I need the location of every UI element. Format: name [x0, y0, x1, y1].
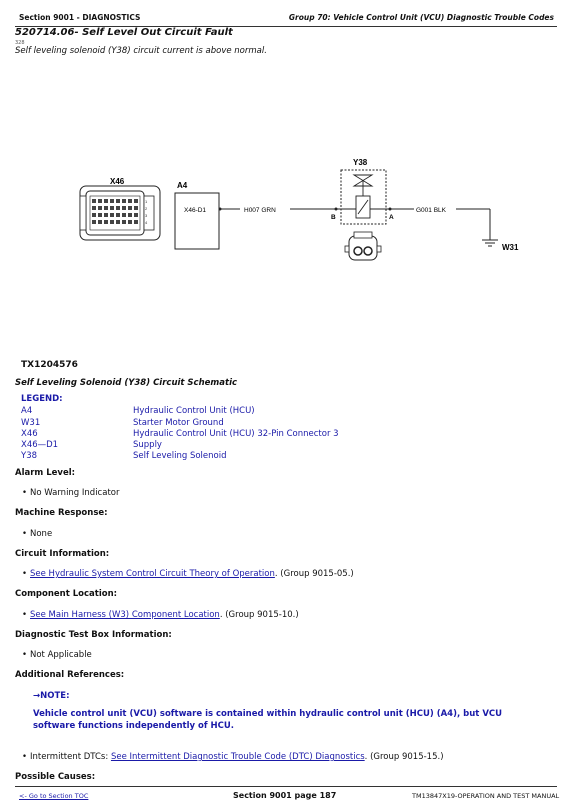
- wire-g001-label: G001 BLK: [416, 207, 446, 214]
- intermittent-prefix: Intermittent DTCs:: [30, 752, 111, 762]
- possible-causes-heading: Possible Causes:: [15, 772, 96, 782]
- legend-desc: Hydraulic Control Unit (HCU) 32-Pin Connector 3: [133, 429, 339, 439]
- intermittent-item: [30, 752, 444, 762]
- figure-caption: Self Leveling Solenoid (Y38) Circuit Schematic: [15, 378, 238, 388]
- dtc-title: 520714.06- Self Level Out Circuit Fault: [15, 27, 233, 38]
- component-location-ref: . (Group 9015-10.): [219, 610, 299, 620]
- test-box-heading: Diagnostic Test Box Information:: [15, 630, 172, 640]
- pin-label: 2: [145, 206, 148, 211]
- machine-response-heading: Machine Response:: [15, 508, 108, 518]
- dtc-code: 328: [15, 40, 25, 46]
- a4-label: A4: [177, 181, 188, 190]
- x46-d1-label: X46-D1: [184, 207, 207, 214]
- a4-module: [175, 193, 219, 249]
- note-heading: →NOTE:: [33, 691, 70, 701]
- legend-row: [21, 418, 224, 428]
- wire-h007-label: H007 GRN: [244, 207, 276, 214]
- figure-id: TX1204576: [21, 360, 78, 370]
- header-section: Section 9001 - DIAGNOSTICS: [19, 13, 141, 22]
- component-location-item: [30, 610, 299, 620]
- circuit-info-item: [30, 569, 354, 579]
- ground-icon: [482, 240, 498, 246]
- legend-row: [21, 451, 227, 461]
- page-number: Section 9001 page 187: [233, 791, 337, 800]
- circuit-info-heading: Circuit Information:: [15, 549, 110, 559]
- y38-connector-icon: [345, 232, 381, 260]
- circuit-schematic: [0, 0, 569, 340]
- legend-heading: LEGEND:: [21, 394, 63, 404]
- pin-label: 3: [145, 213, 148, 218]
- w31-label: W31: [502, 243, 519, 252]
- x46-connector-icon: [80, 186, 160, 240]
- alarm-level-item: • No Warning Indicator: [30, 488, 119, 498]
- legend-desc: Starter Motor Ground: [133, 418, 224, 428]
- component-location-link[interactable]: See Main Harness (W3) Component Location: [30, 610, 220, 620]
- legend-desc: Self Leveling Solenoid: [133, 451, 227, 461]
- legend-code: A4: [21, 406, 33, 416]
- additional-references-heading: Additional References:: [15, 670, 125, 680]
- machine-response-item: • None: [30, 529, 52, 539]
- legend-code: Y38: [21, 451, 38, 461]
- test-box-item: • Not Applicable: [30, 650, 92, 660]
- legend-desc: Hydraulic Control Unit (HCU): [133, 406, 255, 416]
- note-body: Vehicle control unit (VCU) software is contained within hydraulic control unit (HCU) (A4), but VCU software functions independently of HCU.: [33, 709, 503, 731]
- circuit-theory-link[interactable]: See Hydraulic System Control Circuit Theory of Operation: [30, 569, 275, 579]
- legend-code: X46—D1: [21, 440, 59, 450]
- intermittent-dtc-link[interactable]: See Intermittent Diagnostic Trouble Code (DTC) Diagnostics: [110, 752, 365, 762]
- pin-label: 1: [145, 199, 148, 204]
- x46-label: X46: [110, 177, 125, 186]
- alarm-level-heading: Alarm Level:: [15, 468, 76, 478]
- pin-label: 4: [145, 220, 148, 225]
- legend-code: W31: [21, 418, 41, 428]
- legend-row: [21, 406, 255, 416]
- circuit-info-ref: . (Group 9015-05.): [274, 569, 354, 579]
- legend-row: [21, 440, 162, 450]
- pin-b-label: B: [331, 214, 336, 221]
- section-toc-link[interactable]: <- Go to Section TOC: [19, 792, 89, 800]
- intermittent-ref: . (Group 9015-15.): [364, 752, 444, 762]
- legend-row: [21, 429, 339, 439]
- component-location-heading: Component Location:: [15, 589, 118, 599]
- pin-a-label: A: [389, 214, 394, 221]
- manual-id: TM13847X19-OPERATION AND TEST MANUAL: [412, 792, 560, 800]
- dtc-description: Self leveling solenoid (Y38) circuit current is above normal.: [15, 46, 267, 56]
- y38-solenoid-icon: [336, 170, 390, 224]
- legend-desc: Supply: [133, 440, 162, 450]
- header-group: Group 70: Vehicle Control Unit (VCU) Diagnostic Trouble Codes: [288, 13, 554, 22]
- footer-divider: [15, 786, 557, 787]
- y38-label: Y38: [353, 158, 368, 167]
- legend-code: X46: [21, 429, 38, 439]
